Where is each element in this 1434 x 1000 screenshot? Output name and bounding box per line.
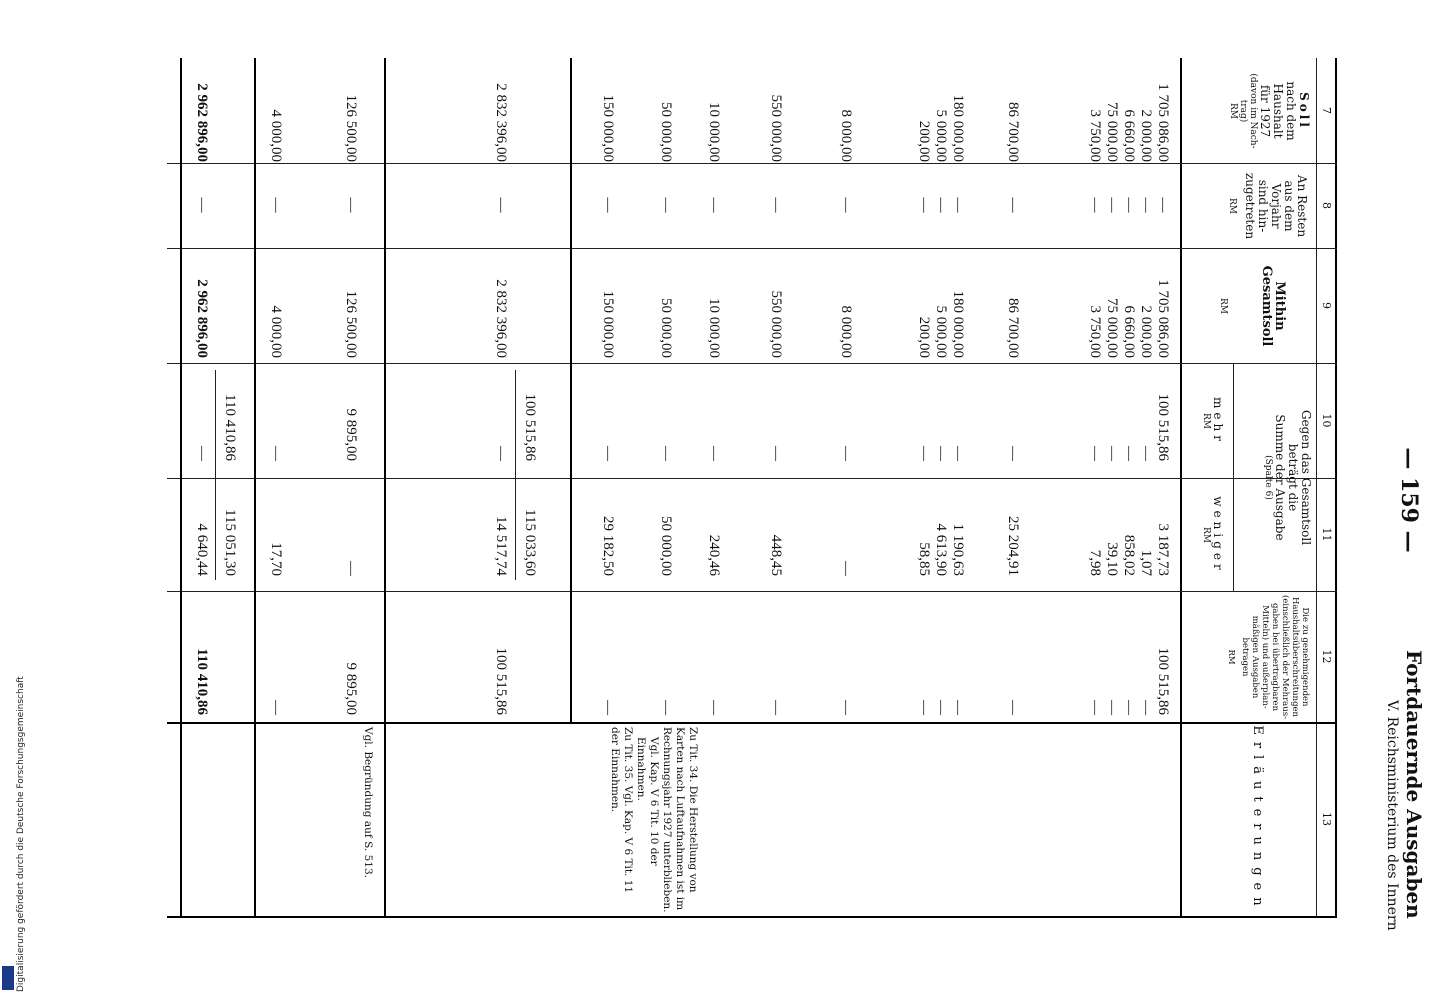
table-cell: —	[950, 700, 966, 715]
table-cell: 240,46	[706, 534, 722, 576]
table-cell: 8 000,00	[838, 109, 854, 162]
table-cell: 100 515,86	[1155, 393, 1171, 461]
table-cell: —	[916, 446, 932, 461]
table-cell: 58,85	[916, 542, 932, 576]
table-cell: —	[658, 700, 674, 715]
table-cell: —	[658, 197, 674, 213]
total-c10-sum: 110 410,86	[222, 394, 238, 461]
col-line	[167, 163, 1337, 164]
table-cell: —	[950, 446, 966, 461]
table-cell: 10 000,00	[706, 102, 722, 162]
table-cell: 7,98	[1087, 549, 1103, 576]
rule-total	[180, 58, 182, 918]
table-cell: —	[768, 446, 784, 461]
table-cell: —	[916, 700, 932, 715]
table-cell: —	[933, 700, 949, 715]
table-cell: 1 705 086,00	[1155, 83, 1171, 162]
row4000-c10: —	[268, 446, 284, 461]
table-cell: 29 182,50	[600, 516, 616, 576]
table-cell: 150 000,00	[600, 290, 616, 358]
table-cell: —	[1155, 197, 1171, 213]
table-cell: —	[1121, 197, 1137, 213]
row126-c9: 126 500,00	[343, 290, 359, 358]
table-cell: 150 000,00	[600, 94, 616, 162]
colnum-10: 10	[1320, 413, 1333, 428]
row126-c10: 9 895,00	[343, 408, 359, 461]
subtotal1-c12: 100 515,86	[493, 647, 509, 715]
table-cell: —	[950, 197, 966, 213]
table-cell: —	[916, 197, 932, 213]
table-cell: 180 000,00	[950, 94, 966, 162]
table-cell: —	[838, 700, 854, 715]
table-cell: 3 750,00	[1087, 305, 1103, 358]
mehr-weniger-split	[1233, 363, 1234, 591]
total-c8: —	[194, 197, 210, 213]
table-cell: 4 613,90	[933, 523, 949, 576]
table-cell: 10 000,00	[706, 298, 722, 358]
table-cell: —	[1138, 446, 1154, 461]
table-cell: —	[1138, 700, 1154, 715]
footer-credit: Digitalisierung gefördert durch die Deutsche Forschungsgemeinschaft	[16, 676, 26, 992]
colnum-8: 8	[1320, 202, 1333, 209]
subtotal1-c7: 2 832 396,00	[493, 83, 509, 162]
page-title: Fortdauernde Ausgaben	[1402, 650, 1426, 919]
subtotal1-sum-rule	[515, 370, 516, 580]
row4000-c8: —	[268, 197, 284, 213]
total-c7: 2 962 896,00	[194, 83, 210, 162]
table-cell: 2 000,00	[1138, 109, 1154, 162]
page-subtitle: V. Reichsministerium des Innern	[1384, 700, 1400, 931]
row126-c8: —	[343, 197, 359, 213]
table-cell: —	[838, 446, 854, 461]
colnum-7: 7	[1320, 107, 1333, 114]
note-begruendung: Vgl. Begründung auf S. 513.	[362, 727, 374, 878]
header-col12: Die zu genehmigenden Haushaltsüberschreitungen (einschließlich der Mehraus- gaben bei übertragbaren Mitteln) und außerplan- mäßigen Ausgaben betragen RM	[1226, 595, 1310, 719]
row126-c7: 126 500,00	[343, 94, 359, 162]
subtotal1-c11: 14 517,74	[493, 516, 509, 576]
table-cell: —	[600, 446, 616, 461]
total-c9: 2 962 896,00	[194, 279, 210, 358]
table-cell: —	[1121, 446, 1137, 461]
table-cell: —	[706, 446, 722, 461]
table-cell: 75 000,00	[1104, 298, 1120, 358]
table-cell: 3 187,73	[1155, 523, 1171, 576]
table-cell: —	[768, 700, 784, 715]
table-cell: —	[1104, 446, 1120, 461]
table-cell: 3 750,00	[1087, 109, 1103, 162]
table-cell: —	[1005, 197, 1021, 213]
header-col11-weniger: weniger RM	[1201, 496, 1225, 574]
table-cell: 1,07	[1138, 549, 1154, 576]
table-cell: 448,45	[768, 534, 784, 576]
row4000-c12: —	[268, 700, 284, 715]
table-cell: —	[1087, 446, 1103, 461]
col-line	[167, 248, 1337, 249]
header-bottom-rule	[1180, 58, 1182, 918]
rule-4000	[254, 58, 256, 918]
header-col9: Mithin Gesamtsoll RM	[1218, 265, 1287, 347]
table-cell: 5 000,00	[933, 109, 949, 162]
total-c11: 4 640,44	[194, 523, 210, 576]
table-cell: —	[1104, 197, 1120, 213]
table-cell: 25 204,91	[1005, 516, 1021, 576]
colnum-rule	[1316, 58, 1317, 918]
table-cell: —	[933, 197, 949, 213]
table-cell: —	[1087, 700, 1103, 715]
total-c11-sum: 115 051,30	[222, 509, 238, 576]
table-cell: 86 700,00	[1005, 298, 1021, 358]
header-col10-11: Gegen das Gesamtsoll beträgt die Summe der Ausgabe (Spalte 6)	[1263, 409, 1313, 546]
table-cell: 180 000,00	[950, 290, 966, 358]
subtotal1-c10-sum: 100 515,86	[522, 393, 538, 461]
subtotal-rule	[570, 58, 572, 723]
table-top-rule	[1335, 58, 1337, 918]
row4000-c9: 4 000,00	[268, 305, 284, 358]
total-c10: —	[194, 446, 210, 461]
table-cell: 8 000,00	[838, 305, 854, 358]
total-sum-rule	[215, 370, 216, 580]
table-cell: 50 000,00	[658, 102, 674, 162]
colnum-13: 13	[1320, 812, 1333, 826]
table-cell: —	[658, 446, 674, 461]
table-cell: —	[838, 561, 854, 576]
table-cell: —	[706, 197, 722, 213]
rule-126	[384, 58, 386, 918]
col-line	[167, 722, 1337, 724]
table-cell: —	[1104, 700, 1120, 715]
header-col8: An Resten aus dem Vorjahr sind hin- zugetreten RM	[1227, 172, 1309, 240]
note-tit34: Zu Tit. 34. Die Herstellung von Karten nach Luftaufnahmen ist im Rechnungsjahr 1927 unterblieben. Vgl. Kap. V 6 Tit. 10 der Einnahmen. Zu Tit. 35. Vgl. Kap. V 6 Tit. 11 der Einnahmen.	[609, 727, 699, 913]
table-cell: 75 000,00	[1104, 102, 1120, 162]
table-cell: —	[600, 700, 616, 715]
table-cell: 86 700,00	[1005, 102, 1021, 162]
table-cell: 550 000,00	[768, 94, 784, 162]
header-col13: Erläuterungen	[1250, 725, 1265, 913]
table-cell: 550 000,00	[768, 290, 784, 358]
table-cell: 200,00	[916, 316, 932, 358]
table-cell: —	[706, 700, 722, 715]
page-number: — 159 —	[1396, 447, 1422, 553]
subtotal1-c10: —	[493, 446, 509, 461]
table-cell: 50 000,00	[658, 516, 674, 576]
table-cell: —	[838, 197, 854, 213]
row126-c12: 9 895,00	[343, 662, 359, 715]
table-cell: 200,00	[916, 120, 932, 162]
table-cell: 1 190,63	[950, 523, 966, 576]
header-col10-mehr: mehr RM	[1201, 397, 1225, 445]
row4000-c11: 17,70	[268, 542, 284, 576]
table-cell: —	[1121, 700, 1137, 715]
table-cell: 50 000,00	[658, 298, 674, 358]
subtotal1-c9: 2 832 396,00	[493, 279, 509, 358]
table-cell: —	[933, 446, 949, 461]
col-line-right	[167, 916, 1337, 918]
table-cell: —	[1138, 197, 1154, 213]
row4000-c7: 4 000,00	[268, 109, 284, 162]
table-cell: —	[1087, 197, 1103, 213]
table-cell: —	[768, 197, 784, 213]
header-col7: Soll nach dem Haushalt für 1927 (davon im Nach- trag) RM	[1228, 73, 1311, 149]
colnum-9: 9	[1320, 302, 1333, 309]
table-cell: 1 705 086,00	[1155, 279, 1171, 358]
colnum-11: 11	[1320, 527, 1333, 542]
table-cell: 858,02	[1121, 534, 1137, 576]
colnum-12: 12	[1320, 649, 1333, 664]
table-cell: 5 000,00	[933, 305, 949, 358]
table-cell: 2 000,00	[1138, 305, 1154, 358]
table-cell: 6 660,00	[1121, 305, 1137, 358]
subtotal1-c8: —	[493, 197, 509, 213]
table-cell: 39,10	[1104, 542, 1120, 576]
subtotal1-c11-sum: 115 033,60	[522, 509, 538, 576]
table-cell: —	[600, 197, 616, 213]
col-line	[167, 363, 1337, 364]
total-c12: 110 410,86	[194, 648, 210, 715]
table-cell: —	[1005, 700, 1021, 715]
table-cell: 6 660,00	[1121, 109, 1137, 162]
table-cell: —	[1005, 446, 1021, 461]
row126-c11: —	[343, 561, 359, 576]
table-cell: 100 515,86	[1155, 647, 1171, 715]
